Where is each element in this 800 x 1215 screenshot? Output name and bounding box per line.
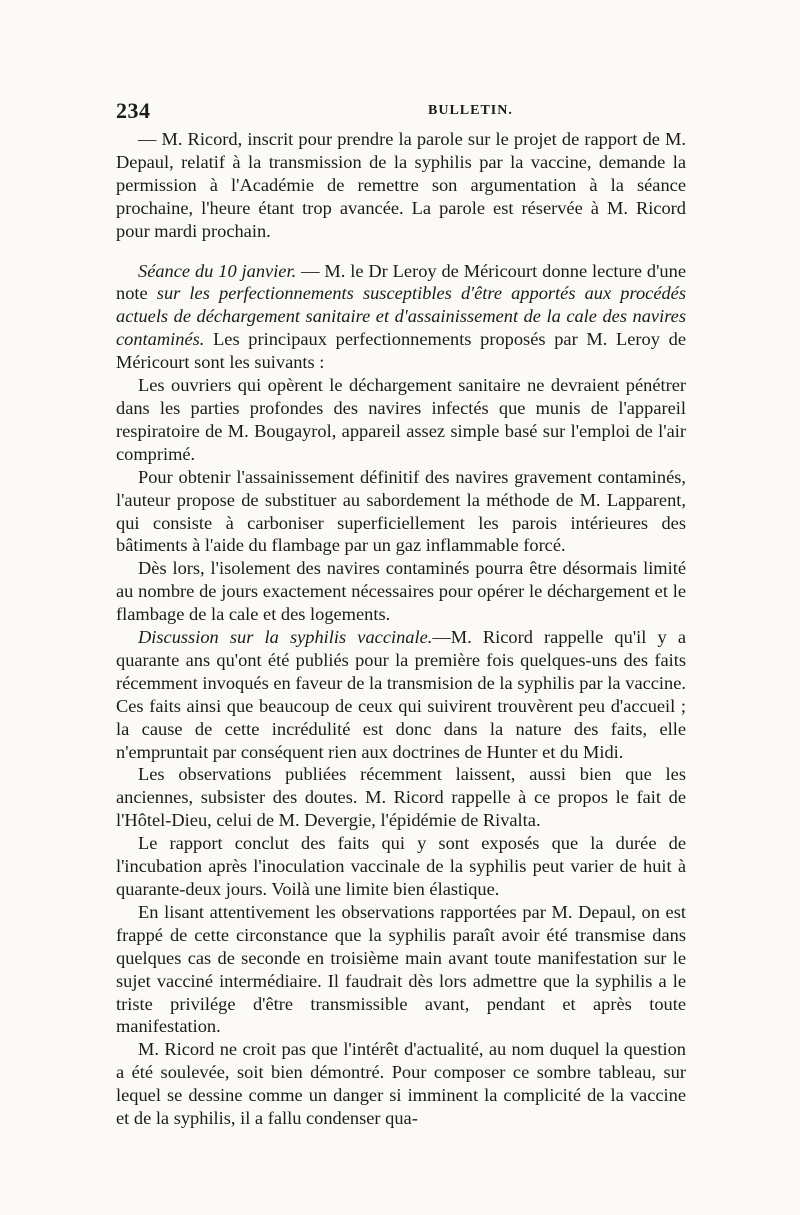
running-head: BULLETIN. xyxy=(428,103,513,118)
paragraph-discussion-syphilis xyxy=(116,626,686,763)
note-title: sur les perfectionnements susceptibles d'être apportés aux procédés actuels de déchargement sanitaire et d'assainissement de la cale des navires contaminés. xyxy=(116,283,686,350)
paragraph-flambage-method: Pour obtenir l'assainissement définitif des navires gravement contaminés, l'auteur propose de substituer au sabordement la méthode de M. Lapparent, qui consiste à carboniser superficiellement les parois intérieures des bâtiments à l'aide du flambage par un gaz inflammable forcé. xyxy=(116,466,686,556)
paragraph-isolation: Dès lors, l'isolement des navires contaminés pourra être désormais limité au nombre de jours exactement nécessaires pour opérer le déchargement et le flambage de la cale et des logements. xyxy=(116,558,686,625)
discussion-heading: Discussion sur la syphilis vaccinale. xyxy=(138,627,433,648)
body-text xyxy=(116,128,686,1130)
session-date-heading: Séance du 10 janvier. xyxy=(138,260,297,281)
paragraph-text: Les principaux perfectionnements proposés par M. Leroy de Méricourt sont les suivants : xyxy=(116,329,686,373)
paragraph-recent-observations: Les observations publiées récemment laissent, aussi bien que les anciennes, subsister des doutes. M. Ricord rappelle à ce propos le fait de l'Hôtel-Dieu, celui de M. Devergie, l'épidémie de Rivalta. xyxy=(116,764,686,831)
paragraph-seance-10-janvier xyxy=(116,260,686,375)
paragraph-incubation: Le rapport conclut des faits qui y sont exposés que la durée de l'incubation après l'inoculation vaccinale de la syphilis peut varier de huit à quarante-deux jours. Voilà une limite bien élastique. xyxy=(116,833,686,899)
paragraph-text: —M. Ricord rappelle qu'il y a quarante ans qu'ont été publiés pour la première fois quelques-uns des faits récemment invoqués en faveur de la transmision de la syphilis par la vaccine. Ces faits ainsi que beaucoup de ceux qui suivirent trouvèrent peu d'accueil ; la cause de cette incrédulité est donc dans la nature des faits, elle n'empruntait par conséquent rien aux doctrines de Hunter et du Midi. xyxy=(116,627,686,762)
page-header xyxy=(116,98,686,122)
paragraph-text: — M. le Dr Leroy de Méricourt donne lecture d'une note xyxy=(116,260,686,304)
paragraph-ricord-postponement: — M. Ricord, inscrit pour prendre la parole sur le projet de rapport de M. Depaul, relatif à la transmission de la syphilis par la vaccine, demande la permission à l'Académie de remettre son argumentation à la séance prochaine, l'heure étant trop avancée. La parole est réservée à M. Ricord pour mardi prochain. xyxy=(116,129,686,241)
paragraph-respiratory-apparatus: Les ouvriers qui opèrent le déchargement sanitaire ne devraient pénétrer dans les parties profondes des navires infectés que munis de l'appareil respiratoire de M. Bougayrol, appareil assez simple basé sur l'emploi de l'air comprimé. xyxy=(116,375,686,464)
page-number: 234 xyxy=(116,98,151,123)
paragraph-depaul-observations: En lisant attentivement les observations rapportées par M. Depaul, on est frappé de cette circonstance que la syphilis paraît avoir été transmise dans quelques cas de seconde en troisième main avant toute manifestation sur le sujet vacciné intermédiaire. Il faudrait dès lors admettre que la syphilis a le triste privilége d'être transmissible avant, pendant et après toute manifestation. xyxy=(116,901,686,1037)
paragraph-actualite: M. Ricord ne croit pas que l'intérêt d'actualité, au nom duquel la question a été soulevée, soit bien démontré. Pour composer ce sombre tableau, sur lequel se dessine comme un danger si imminent la complicité de la vaccine et de la syphilis, il a fallu condenser qua- xyxy=(116,1039,686,1129)
